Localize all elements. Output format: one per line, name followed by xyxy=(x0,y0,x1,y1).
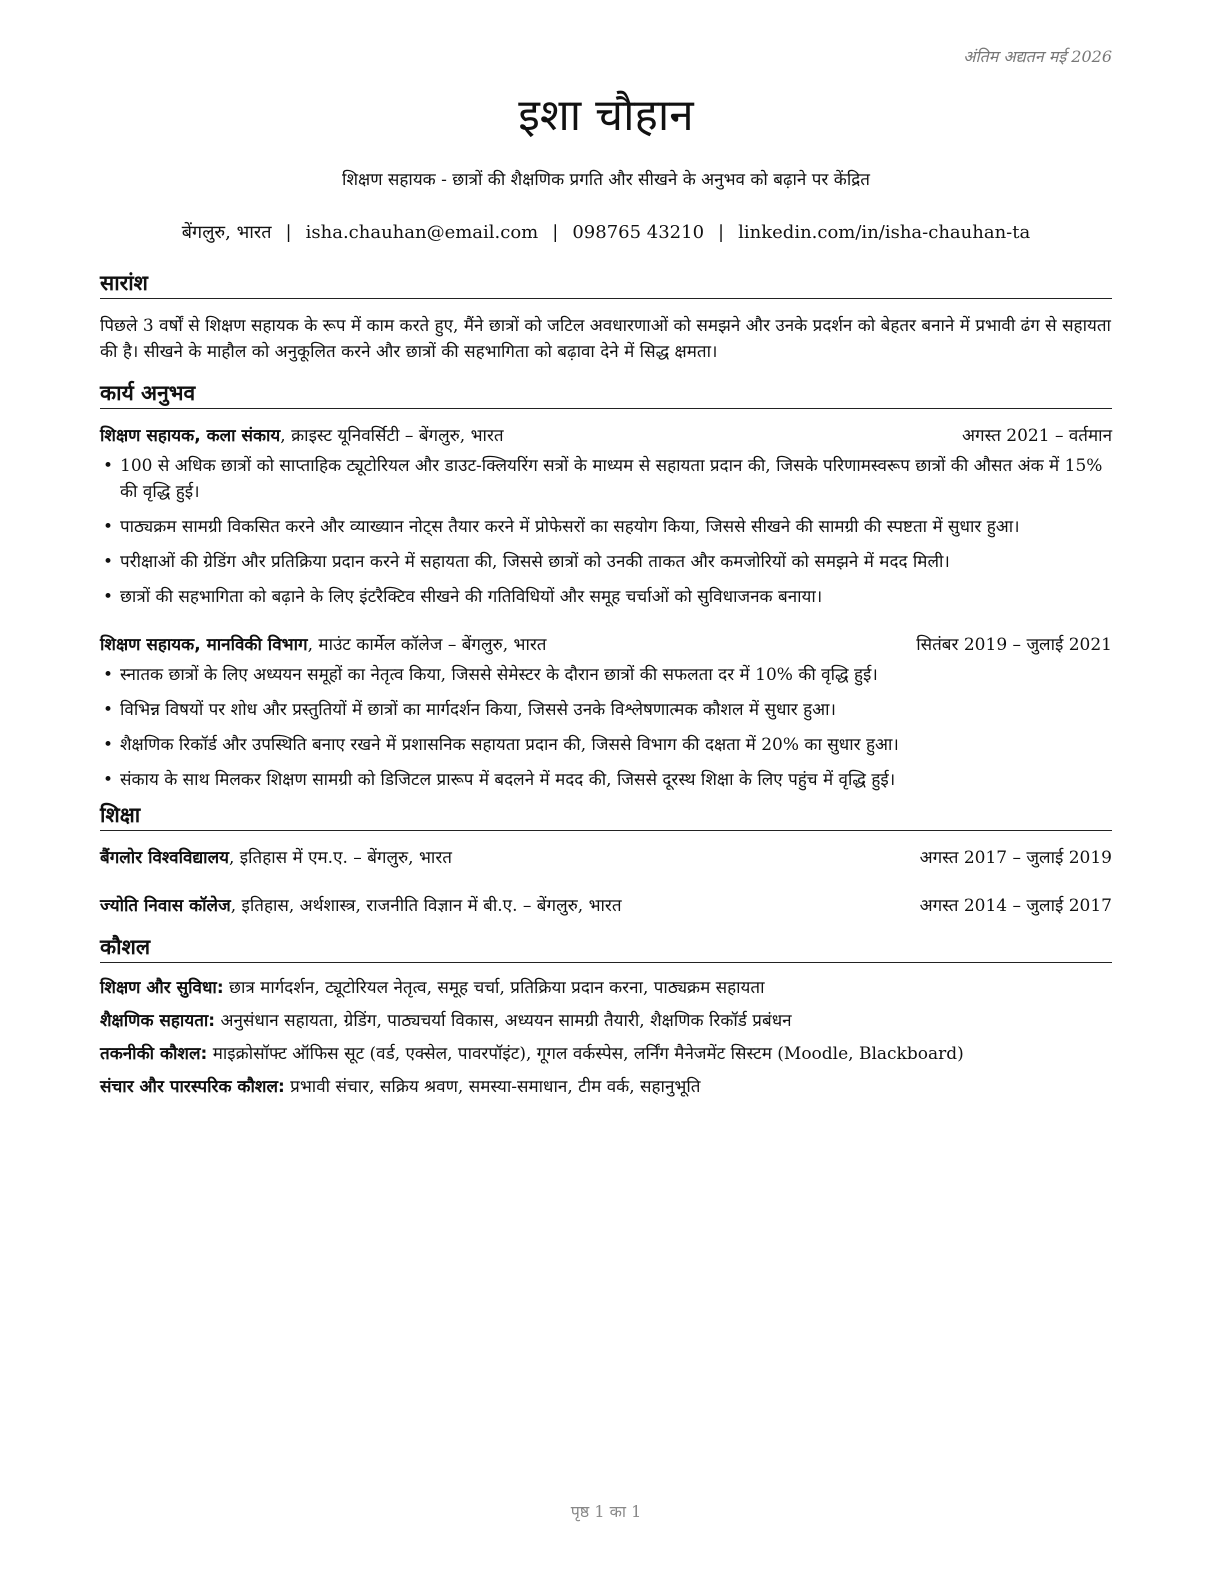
bullet-item: • पाठ्यक्रम सामग्री विकसित करने और व्याख्यान नोट्स तैयार करने में प्रोफेसरों का सहयोग किया, जिससे सीखने की सामग्री की स्पष्टता में सुधार हुआ। xyxy=(100,514,1112,540)
school-name: ज्योति निवास कॉलेज xyxy=(100,896,231,916)
bullet-item: • विभिन्न विषयों पर शोध और प्रस्तुतियों में छात्रों का मार्गदर्शन किया, जिससे उनके विश्लेषणात्मक कौशल में सुधार हुआ। xyxy=(100,697,1112,723)
contact-location: बेंगलुरु, भारत xyxy=(181,222,272,243)
candidate-name: इशा चौहान xyxy=(518,90,694,141)
bullet-item: • शैक्षणिक रिकॉर्ड और उपस्थिति बनाए रखने में प्रशासनिक सहायता प्रदान की, जिससे विभाग की दक्षता में 20% का सुधार हुआ। xyxy=(100,732,1112,758)
skill-label: तकनीकी कौशल: xyxy=(100,1044,208,1064)
education-line xyxy=(100,845,452,871)
job-title-line xyxy=(100,632,547,658)
skill-value: प्रभावी संचार, सक्रिय श्रवण, समस्या-समाधान, टीम वर्क, सहानुभूति xyxy=(284,1077,701,1097)
degree-detail: , इतिहास, अर्थशास्त्र, राजनीति विज्ञान में बी.ए. – बेंगलुरु, भारत xyxy=(230,896,622,916)
skill-label: संचार और पारस्परिक कौशल: xyxy=(100,1077,285,1097)
skill-value: छात्र मार्गदर्शन, ट्यूटोरियल नेतृत्व, समूह चर्चा, प्रतिक्रिया प्रदान करना, पाठ्यक्रम सहायता xyxy=(223,978,765,998)
job-dates: अगस्त 2021 – वर्तमान xyxy=(962,426,1112,446)
education-dates: अगस्त 2014 – जुलाई 2017 xyxy=(919,896,1112,916)
contact-email[interactable]: isha.chauhan@email.com xyxy=(305,222,539,243)
section-heading: कार्य अनुभव xyxy=(100,380,1112,409)
degree-detail: , इतिहास में एम.ए. – बेंगलुरु, भारत xyxy=(228,848,452,868)
bullet-item: • छात्रों की सहभागिता को बढ़ाने के लिए इंटरैक्टिव सीखने की गतिविधियों और समूह चर्चाओं को सुविधाजनक बनाया। xyxy=(100,584,1112,610)
bullet-item: • 100 से अधिक छात्रों को साप्ताहिक ट्यूटोरियल और डाउट-क्लियरिंग सत्रों के माध्यम से सहायता प्रदान की, जिसके परिणामस्वरूप छात्रों की औसत अंक में 15% की वृद्धि हुई। xyxy=(100,453,1112,505)
contact-phone: 098765 43210 xyxy=(572,222,705,243)
skill-row xyxy=(100,1041,1112,1067)
job-dates: सितंबर 2019 – जुलाई 2021 xyxy=(916,635,1112,655)
contact-linkedin[interactable]: linkedin.com/in/isha-chauhan-ta xyxy=(738,222,1031,243)
tagline: शिक्षण सहायक - छात्रों की शैक्षणिक प्रगति और सीखने के अनुभव को बढ़ाने पर केंद्रित xyxy=(342,170,870,190)
section-heading: कौशल xyxy=(100,934,1112,963)
bullet-item: • संकाय के साथ मिलकर शिक्षण सामग्री को डिजिटल प्रारूप में बदलने में मदद की, जिससे दूरस्थ शिक्षा के लिए पहुंच में वृद्धि हुई। xyxy=(100,767,1112,793)
job-entry xyxy=(100,632,1112,793)
job-org: , क्राइस्ट यूनिवर्सिटी – बेंगलुरु, भारत xyxy=(280,426,504,446)
job-entry xyxy=(100,423,1112,610)
job-header xyxy=(100,423,1112,449)
contact-separator: | xyxy=(285,222,292,243)
education-item xyxy=(100,845,1112,871)
bullet-item: • परीक्षाओं की ग्रेडिंग और प्रतिक्रिया प्रदान करने में सहायता की, जिससे छात्रों को उनकी ताकत और कमजोरियों को समझने में मदद मिली। xyxy=(100,549,1112,575)
contact-line xyxy=(100,220,1112,244)
section-heading: शिक्षा xyxy=(100,802,1112,831)
job-bullets xyxy=(100,453,1112,610)
education-line xyxy=(100,893,622,919)
skills-list xyxy=(100,975,1112,1100)
skill-value: अनुसंधान सहायता, ग्रेडिंग, पाठ्यचर्या विकास, अध्ययन सामग्री तैयारी, शैक्षणिक रिकॉर्ड प्रबंधन xyxy=(215,1011,792,1031)
experience-section xyxy=(100,380,1112,802)
school-name: बैंगलोर विश्वविद्यालय xyxy=(100,848,229,868)
job-title: शिक्षण सहायक, मानविकी विभाग xyxy=(100,635,308,655)
skill-row xyxy=(100,1008,1112,1034)
resume-page xyxy=(100,0,1112,1584)
skill-row xyxy=(100,975,1112,1001)
job-org: , माउंट कार्मेल कॉलेज – बेंगलुरु, भारत xyxy=(307,635,547,655)
page-number: पृष्ठ 1 का 1 xyxy=(570,1502,642,1521)
summary-text: पिछले 3 वर्षों से शिक्षण सहायक के रूप में काम करते हुए, मैंने छात्रों को जटिल अवधारणाओं को समझने और उनके प्रदर्शन को बेहतर बनाने में प्रभावी ढंग से सहायता की है। सीखने के माहौल को अनुकूलित करने और छात्रों की सहभागिता को बढ़ावा देने में सिद्ध क्षमता। xyxy=(100,316,1111,362)
skill-row xyxy=(100,1074,1112,1100)
contact-separator: | xyxy=(552,222,559,243)
bullet-item: • स्नातक छात्रों के लिए अध्ययन समूहों का नेतृत्व किया, जिससे सेमेस्टर के दौरान छात्रों की सफलता दर में 10% की वृद्धि हुई। xyxy=(100,662,1112,688)
skill-label: शैक्षणिक सहायता: xyxy=(100,1011,216,1031)
skill-label: शिक्षण और सुविधा: xyxy=(100,978,224,998)
job-title: शिक्षण सहायक, कला संकाय xyxy=(100,426,281,446)
skill-value: माइक्रोसॉफ्ट ऑफिस सूट (वर्ड, एक्सेल, पावरपॉइंट), गूगल वर्कस्पेस, लर्निंग मैनेजमेंट सिस्टम (Moodle, Blackboard) xyxy=(207,1044,964,1064)
last-updated: अंतिम अद्यतन मई 2026 xyxy=(963,47,1112,66)
contact-separator: | xyxy=(718,222,725,243)
job-bullets xyxy=(100,662,1112,793)
education-section xyxy=(100,802,1112,919)
job-title-line xyxy=(100,423,504,449)
education-item xyxy=(100,893,1112,919)
summary-section xyxy=(100,270,1112,365)
section-heading: सारांश xyxy=(100,270,1112,299)
skills-section xyxy=(100,934,1112,1107)
job-header xyxy=(100,632,1112,658)
education-dates: अगस्त 2017 – जुलाई 2019 xyxy=(919,848,1112,868)
